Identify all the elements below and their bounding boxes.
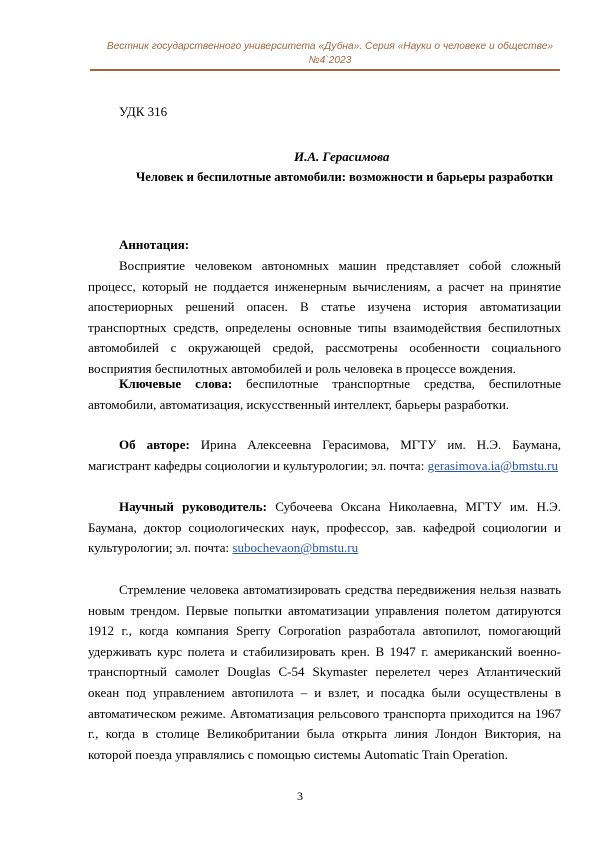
annotation-text: Восприятие человеком автономных машин представляет собой сложный процесс, который не поддается инженерным вычислениям, а расчет на принятие апостериорных решений опасен. В статье изучена история автоматизации транспортных средств, определены основные типы взаимодействия беспилотных автомобилей с окружающей средой, рассмотрены особенности социального восприятия беспилотных автомобилей и роль человека в процессе вождения. xyxy=(88,258,561,376)
header-rule xyxy=(90,69,560,71)
journal-issue: №4`2023 xyxy=(308,54,352,66)
body-paragraph: Стремление человека автоматизировать средства передвижения нельзя назвать новым трендом. Первые попытки автоматизации управления полетом датируются 1912 г., когда компания Sperry Corporation разработала автопилот, помогающий удерживать курс полета и стабилизировать крен. В 1947 г. американский военно-транспортный самолет Douglas C-54 Skymaster перелетел через Атлантический океан под управлением автопилота – и взлет, и посадка были осуществлены в автоматическом режиме. Автоматизация рельсового транспорта приходится на 1967 г., когда в столице Великобритании была открыта линия Лондон Виктория, на которой поезда управлялись с помощью системы Automatic Train Operation. xyxy=(88,582,561,762)
author-email-link[interactable]: gerasimova.ia@bmstu.ru xyxy=(427,457,558,473)
about-author-block xyxy=(88,435,561,476)
keywords-block xyxy=(88,374,561,415)
about-author-label: Об авторе: xyxy=(119,437,190,452)
page-number: 3 xyxy=(297,789,303,803)
supervisor-label: Научный руководитель: xyxy=(119,499,267,514)
supervisor-text: Субочеева Оксана Николаевна, МГТУ им. Н.Э. Баумана, доктор социологических наук, профессор, зав. кафедрой социологии и культурологии; эл. почта: xyxy=(88,499,562,556)
journal-title: Вестник государственного университета «Дубна». Серия «Науки о человеке и обществе» xyxy=(106,41,554,52)
keywords-text: беспилотные транспортные средства, беспилотные автомобили, автоматизация, искусственный интеллект, барьеры разработки. xyxy=(88,376,562,412)
keywords-label: Ключевые слова: xyxy=(119,376,233,391)
supervisor-email-link[interactable]: subochevaon@bmstu.ru xyxy=(232,540,359,556)
author-name: И.А. Герасимова xyxy=(294,149,390,164)
about-author-text: Ирина Алексеевна Герасимова, МГТУ им. Н.Э. Баумана, магистрант кафедры социологии и культурологии; эл. почта: xyxy=(88,437,561,473)
annotation-heading: Аннотация: xyxy=(119,237,190,252)
article-title: Человек и беспилотные автомобили: возможности и барьеры разработки xyxy=(136,170,554,184)
udk-code: УДК 316 xyxy=(119,104,168,119)
journal-header xyxy=(100,40,560,67)
supervisor-block xyxy=(88,497,561,559)
